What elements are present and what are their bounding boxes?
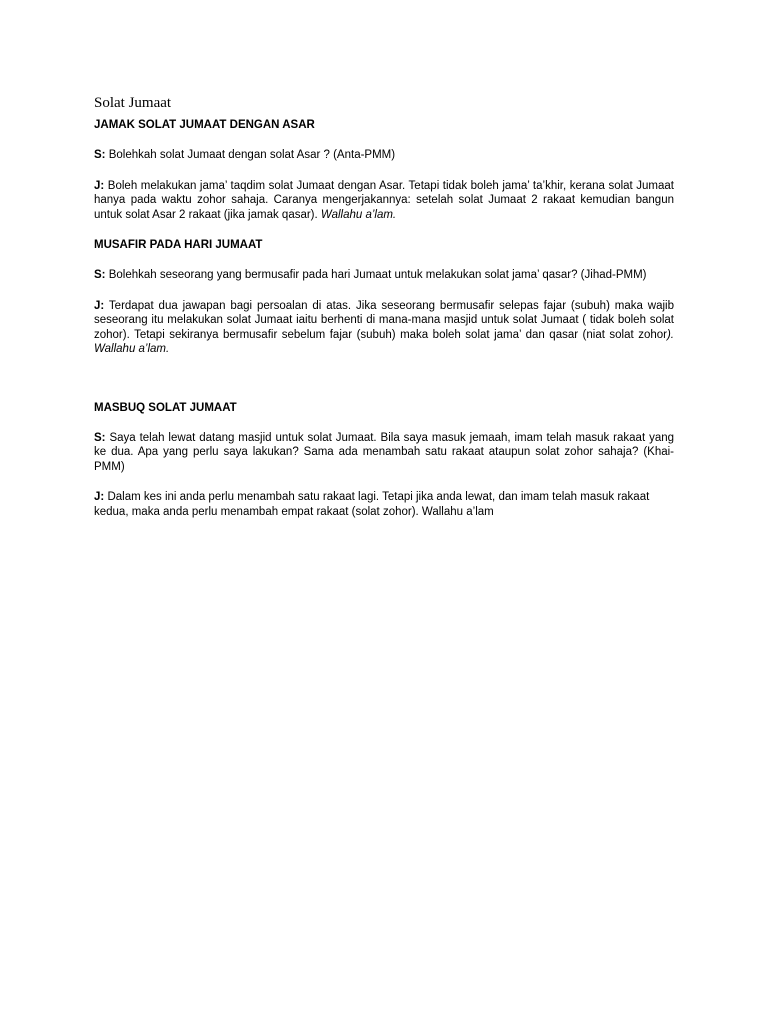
- document-title: Solat Jumaat: [94, 95, 172, 111]
- section-heading: MASBUQ SOLAT JUMAAT: [94, 401, 237, 414]
- section-masbuq-solat-jumaat: [94, 401, 674, 520]
- document-page: [94, 94, 674, 519]
- answer-paragraph: [94, 179, 674, 223]
- section-heading: MUSAFIR PADA HARI JUMAAT: [94, 239, 263, 251]
- answer-tag: J:: [94, 179, 105, 192]
- question-paragraph: [94, 148, 674, 163]
- answer-text: Boleh melakukan jama’ taqdim solat Jumaat dengan Asar. Tetapi tidak boleh jama’ ta’khir, kerana solat Jumaat hanya pada waktu zohor sahaja. Caranya mengerjakannya: setelah solat Jumaat 2 rakaat kemudian bangun untuk solat Asar 2 rakaat (jika jamak qasar).: [94, 179, 674, 221]
- question-tag: S:: [94, 269, 106, 281]
- answer-closing: Wallahu a’lam.: [320, 208, 397, 221]
- question-paragraph: [94, 431, 674, 475]
- question-tag: S:: [94, 431, 106, 444]
- section-heading: JAMAK SOLAT JUMAAT DENGAN ASAR: [94, 119, 315, 131]
- question-paragraph: [94, 268, 674, 283]
- question-text: Bolehkah seseorang yang bermusafir pada hari Jumaat untuk melakukan solat jama’ qasar? (Jihad-PMM): [108, 269, 647, 281]
- section-jamak-solat-jumaat: [94, 118, 674, 222]
- answer-text: Terdapat dua jawapan bagi persoalan di atas. Jika seseorang bermusafir selepas fajar (subuh) maka wajib seseorang itu melakukan solat Jumaat iaitu berhenti di mana-mana masjid untuk solat Jumaat ( tidak boleh solat zohor). Tetapi sekiranya bermusafir sebelum fajar (subuh) maka boleh solat jama’ dan qasar (niat solat zohor: [94, 299, 674, 341]
- question-tag: S:: [94, 149, 106, 161]
- answer-closing: ). Wallahu a’lam.: [94, 328, 674, 355]
- question-text: Bolehkah solat Jumaat dengan solat Asar ? (Anta-PMM): [108, 149, 396, 161]
- section-musafir-hari-jumaat: [94, 238, 674, 357]
- answer-tag: J:: [94, 491, 105, 503]
- answer-tag: J:: [94, 299, 105, 312]
- answer-paragraph: [94, 299, 674, 357]
- answer-text: Dalam kes ini anda perlu menambah satu rakaat lagi. Tetapi jika anda lewat, dan imam telah masuk rakaat kedua, maka anda perlu menambah empat rakaat (solat zohor). Wallahu a’lam: [94, 491, 650, 518]
- answer-paragraph: [94, 490, 674, 519]
- question-text: Saya telah lewat datang masjid untuk solat Jumaat. Bila saya masuk jemaah, imam telah masuk rakaat yang ke dua. Apa yang perlu saya lakukan? Sama ada menambah satu rakaat ataupun solat zohor sahaja? (Khai-PMM): [94, 431, 675, 473]
